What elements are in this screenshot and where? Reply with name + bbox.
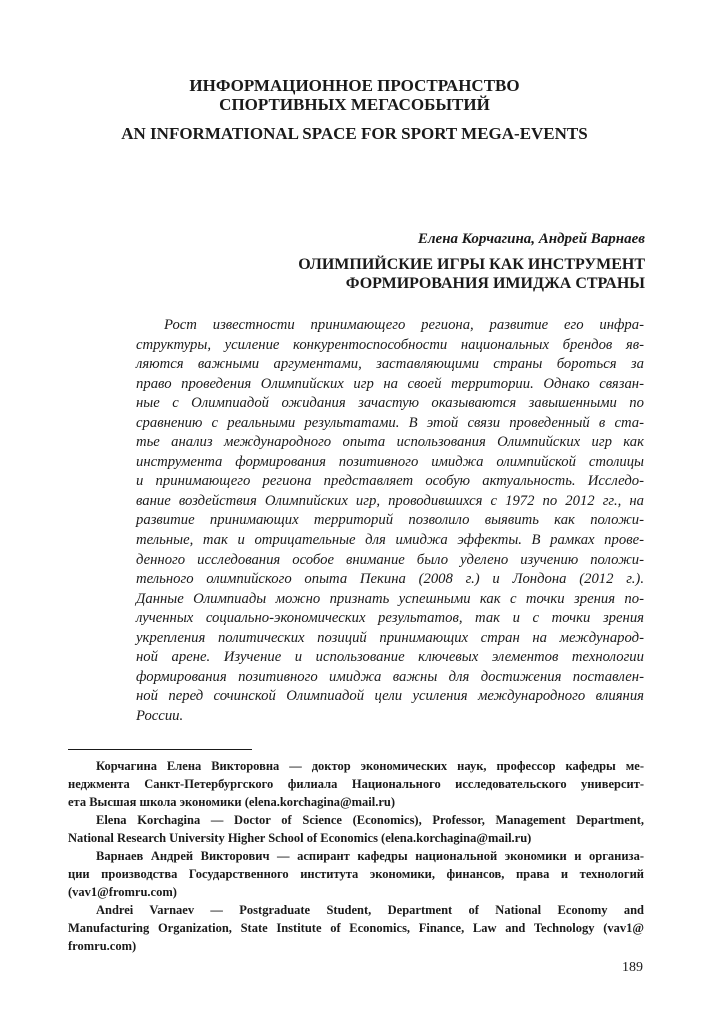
section-title-en: AN INFORMATIONAL SPACE FOR SPORT MEGA-EVENTS [121,124,588,143]
abstract-line: укрепления политических позиций принимающих стран на международ- [136,629,644,646]
abstract-line: формирования позитивного имиджа важны для достижения поставлен- [136,668,644,685]
abstract-line: лученных социально-экономических результатов, так и с точки зрения [136,610,644,627]
footnote-author2-ru [68,847,644,901]
abstract-line: инструмента формирования позитивного имиджа олимпийской столицы [136,453,644,470]
abstract-line: право проведения Олимпийских игр на своей территории. Однако связан- [136,375,644,392]
abstract-line: вание воздействия Олимпийских игр, проводившихся с 1972 по 2012 гг., на [136,492,644,509]
abstract-line: России. [136,707,184,724]
article-authors: Елена Корчагина, Андрей Варнаев [417,231,645,247]
abstract-line: структуры, усиление конкурентоспособности национальных брендов яв- [136,336,644,353]
abstract-line: тельные, так и отрицательные для имиджа эффекты. В рамках прове- [136,532,644,549]
abstract-line: денного исследования особое внимание было уделено изучению положи- [136,551,644,568]
abstract-line: тье анализ международного опыта использования Олимпийских игр как [136,434,644,451]
article-title [145,255,645,293]
section-title-ru-line1: ИНФОРМАЦИОННОЕ ПРОСТРАНСТВО [189,76,520,95]
footnotes [68,757,644,955]
footnote-separator [68,749,252,750]
abstract-line: Данные Олимпиады можно признать успешными как с точки зрения по- [136,590,644,607]
footnote-line: Варнаев Андрей Викторович — аспирант кафедры национальной экономики и организа- [96,849,644,863]
section-title-ru-line2: СПОРТИВНЫХ МЕГАСОБЫТИЙ [219,95,490,114]
footnote-author1-ru [68,757,644,811]
page-number: 189 [622,960,643,975]
footnote-line: fromru.com) [68,939,137,953]
footnote-author1-en [68,811,644,847]
abstract-line: тельного олимпийского опыта Пекина (2008 г.) и Лондона (2012 г.). [136,571,644,588]
abstract-line: Рост известности принимающего региона, развитие его инфра- [164,317,644,333]
footnote-author2-en [68,901,644,955]
footnote-line: Elena Korchagina — Doctor of Science (Economics), Professor, Management Department, [96,813,644,827]
article-title-line2: ФОРМИРОВАНИЯ ИМИДЖА СТРАНЫ [345,275,645,292]
article-title-line1: ОЛИМПИЙСКИЕ ИГРЫ КАК ИНСТРУМЕНТ [298,256,645,273]
footnote-line: ции производства Государственного института экономики, финансов, права и технологий [68,867,644,881]
footnote-line: Manufacturing Organization, State Institute of Economics, Finance, Law and Technology (vav1@ [68,921,644,935]
section-heading [0,76,709,143]
abstract-line: сравнению с реальными результатами. В этой связи проведенный в ста- [136,414,644,431]
abstract-line: ляются важными аргументами, заставляющими страны бороться за [136,356,644,373]
footnote-line: неджмента Санкт-Петербургского филиала Национального исследовательского университ- [68,777,644,791]
footnote-line: National Research University Higher School of Economics (elena.korchagina@mail.ru) [68,831,532,845]
abstract [136,316,644,726]
abstract-line: ной перед сочинской Олимпиадой цели усиления международного влияния [136,688,644,705]
footnote-line: (vav1@fromru.com) [68,885,177,899]
abstract-line: ной арене. Изучение и использование ключевых элементов технологии [136,649,644,666]
footnote-line: Корчагина Елена Викторовна — доктор экономических наук, профессор кафедры ме- [96,759,644,773]
abstract-line: ные с Олимпиадой ожидания зачастую оказываются завышенными по [136,395,644,412]
abstract-line: и принимающего региона представляет особую актуальность. Исследо- [136,473,644,490]
abstract-line: развитие принимающих территорий позволило выявить как положи- [136,512,644,529]
footnote-line: ета Высшая школа экономики (elena.korchagina@mail.ru) [68,795,396,809]
footnote-line: Andrei Varnaev — Postgraduate Student, Department of National Economy and [96,903,644,917]
